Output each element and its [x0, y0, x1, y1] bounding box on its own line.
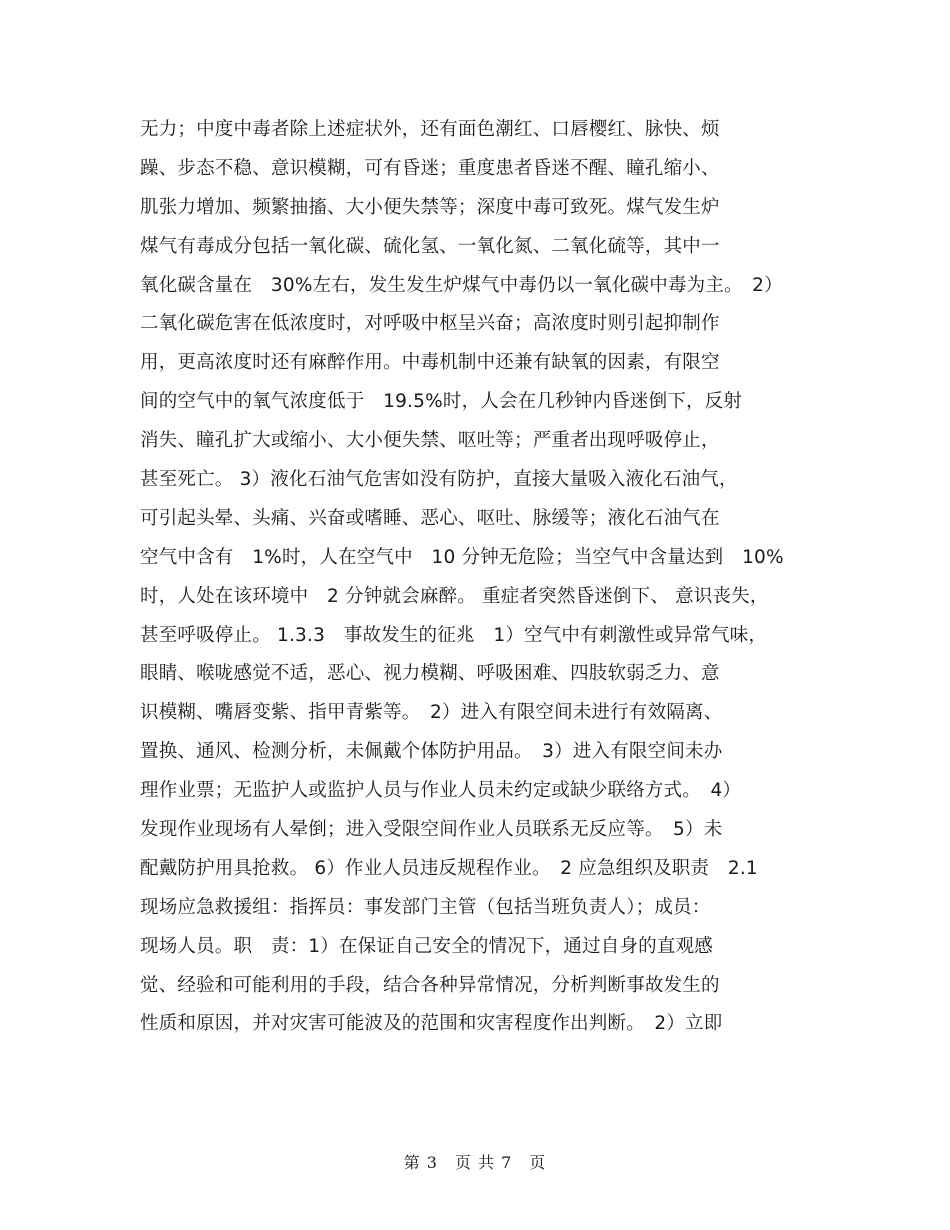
- text-line: 觉、经验和可能利用的手段，结合各种异常情况，分析判断事故发生的: [140, 974, 720, 996]
- text-line: 肌张力增加、频繁抽搐、大小便失禁等；深度中毒可致死。煤气发生炉: [140, 196, 720, 218]
- text-line: 二氧化碳危害在低浓度时，对呼吸中枢呈兴奋；高浓度时则引起抑制作: [140, 313, 720, 335]
- text-line: 消失、瞳孔扩大或缩小、大小便失禁、呕吐等；严重者出现呼吸停止，: [140, 430, 720, 452]
- text-line: 现场应急救援组：指挥员：事发部门主管（包括当班负责人）；成员：: [140, 896, 711, 918]
- body-text: [140, 111, 830, 1044]
- text-line: 间的空气中的氧气浓度低于 19.5%时，人会在几秒钟内昏迷倒下，反射: [140, 391, 743, 413]
- text-line: 无力；中度中毒者除上述症状外，还有面色潮红、口唇樱红、脉快、烦: [140, 119, 720, 140]
- text-line: 置换、通风、检测分析，未佩戴个体防护用品。 3）进入有限空间未办: [140, 741, 723, 763]
- text-line: 时，人处在该环境中 2 分钟就会麻醉。 重症者突然昏迷倒下、 意识丧失，: [140, 585, 769, 607]
- text-line: 性质和原因，并对灾害可能波及的范围和灾害程度作出判断。 2）立即: [140, 1013, 723, 1035]
- text-line: 可引起头晕、头痛、兴奋或嗜睡、恶心、呕吐、脉缓等；液化石油气在: [140, 507, 720, 529]
- text-line: 理作业票；无监护人或监护人员与作业人员未约定或缺少联络方式。 4）: [140, 780, 742, 802]
- text-line: 识模糊、嘴唇变紫、指甲青紫等。 2）进入有限空间未进行有效隔离、: [140, 702, 723, 724]
- text-line: 发现作业现场有人晕倒；进入受限空间作业人员联系无反应等。 5）未: [140, 819, 723, 841]
- text-line: 甚至呼吸停止。 1.3.3 事故发生的征兆 1）空气中有刺激性或异常气味，: [140, 624, 768, 646]
- text-line: 氧化碳含量在 30%左右，发生发生炉煤气中毒仍以一氧化碳中毒为主。 2）: [140, 274, 783, 296]
- text-line: 用，更高浓度时还有麻醉作用。中毒机制中还兼有缺氧的因素，有限空: [140, 352, 720, 374]
- page-number-footer: 第 3 页 共 7 页: [403, 1153, 547, 1172]
- text-line: 躁、步态不稳、意识模糊，可有昏迷；重度患者昏迷不醒、瞳孔缩小、: [140, 157, 720, 179]
- text-line: 眼睛、喉咙感觉不适，恶心、视力模糊、呼吸困难、四肢软弱乏力、意: [140, 663, 720, 685]
- text-line: 现场人员。职 责：1）在保证自己安全的情况下，通过自身的直观感: [140, 935, 713, 957]
- text-line: 甚至死亡。 3）液化石油气危害如没有防护，直接大量吸入液化石油气，: [140, 469, 738, 491]
- text-line: 配戴防护用具抢救。 6）作业人员违反规程作业。 2 应急组织及职责 2.1: [140, 857, 758, 879]
- text-line: 空气中含有 1%时，人在空气中 10 分钟无危险；当空气中含量达到 10%: [140, 546, 784, 568]
- text-line: 煤气有毒成分包括一氧化碳、硫化氢、一氧化氮、二氧化硫等，其中一: [140, 235, 720, 257]
